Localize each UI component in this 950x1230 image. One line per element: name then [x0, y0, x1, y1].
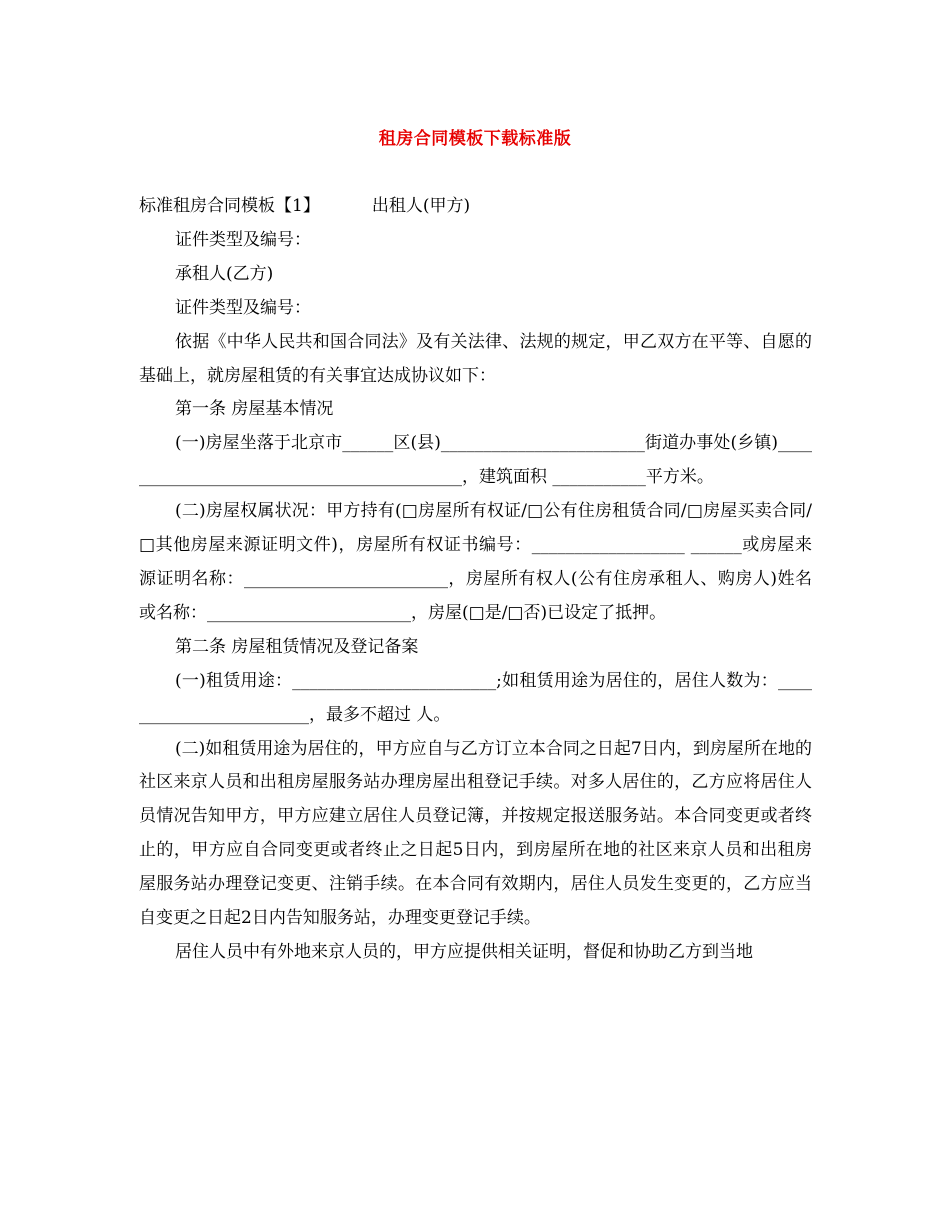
- document-title: 租房合同模板下载标准版: [378, 129, 572, 149]
- document-body: [139, 190, 812, 970]
- paragraph-preamble: 依据《中华人民共和国合同法》及有关法律、法规的规定，甲乙双方在平等、自愿的基础上，就房屋租赁的有关事宜达成协议如下：: [139, 331, 812, 386]
- paragraph-lessor-id: 证件类型及编号：: [175, 229, 311, 250]
- paragraph-lessee: 承租人(乙方): [175, 263, 274, 284]
- article-1-clause-2: (二)房屋权属状况：甲方持有(□房屋所有权证/□公有住房租赁合同/□房屋买卖合同/□其他房屋来源证明文件)，房屋所有权证书编号：__________________ ______或房屋来源证明名称：________________________，房屋所有权人(公有住房承租人、购房人)姓名或名称：________________________，房屋(□是/□否)已设定了抵押。: [139, 501, 812, 623]
- article-2-heading: 第二条 房屋租赁情况及登记备案: [175, 636, 419, 657]
- lessor-label: 出租人(甲方): [371, 196, 471, 216]
- template-label: 标准租房合同模板【1】: [139, 196, 320, 216]
- article-2-clause-1: (一)租赁用途：________________________;如租赁用途为居住的，居住人数为：________________________，最多不超过 人。: [139, 670, 812, 725]
- article-2-clause-2: (二)如租赁用途为居住的，甲方应自与乙方订立本合同之日起7日内，到房屋所在地的社区来京人员和出租房屋服务站办理房屋出租登记手续。对多人居住的，乙方应将居住人员情况告知甲方，甲方应建立居住人员登记簿，并按规定报送服务站。本合同变更或者终止的，甲方应自合同变更或者终止之日起5日内，到房屋所在地的社区来京人员和出租房屋服务站办理登记变更、注销手续。在本合同有效期内，居住人员发生变更的，乙方应当自变更之日起2日内告知服务站，办理变更登记手续。: [139, 738, 812, 929]
- article-2-clause-3: 居住人员中有外地来京人员的，甲方应提供相关证明，督促和协助乙方到当地: [175, 941, 753, 962]
- article-1-heading: 第一条 房屋基本情况: [175, 399, 334, 420]
- paragraph-lessee-id: 证件类型及编号：: [175, 297, 311, 318]
- article-1-clause-1: (一)房屋坐落于北京市______区(县)________________________街道办事处(乡镇)__________________________________________，建筑面积 ___________平方米。: [139, 433, 812, 488]
- header-line: [139, 190, 812, 224]
